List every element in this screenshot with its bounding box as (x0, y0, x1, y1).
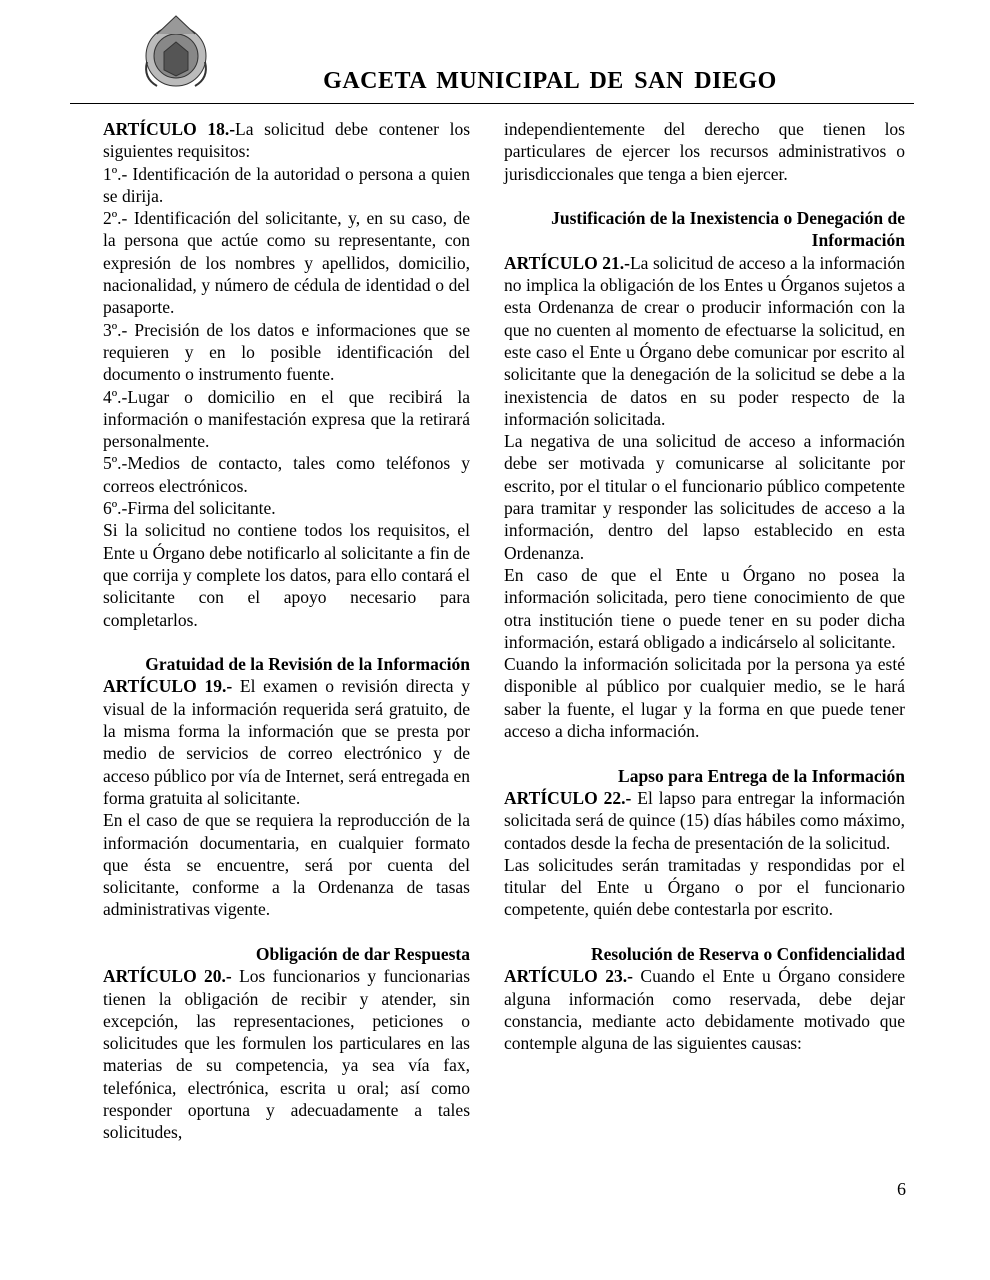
article-20-label: ARTÍCULO 20.- (103, 966, 232, 987)
article-21-paragraph-4: Cuando la información solicitada por la persona ya esté disponible al público por cualquier medio, se le hará saber la fuente, el lugar y la forma en que puede tener acceso a dicha información. (504, 654, 905, 742)
article-21-paragraph-3: En caso de que el Ente u Órgano no posea la información solicitada, pero tiene conocimiento de que otra institución tiene o puede tener en su poder dicha información, estará obligado a indicárselo al solicitante. (504, 564, 905, 652)
article-18-requirement-5: 5º.-Medios de contacto, tales como teléfonos y correos electrónicos. (103, 453, 470, 496)
article-22-heading: Lapso para Entrega de la Información (618, 765, 905, 786)
article-21-paragraph-2: La negativa de una solicitud de acceso a información debe ser motivada y comunicarse al solicitante por escrito, por el titular o el funcionario público competente para tramitar y responder las solicitudes de acceso a la información, dentro del lapso establecido en esta Ordenanza. (504, 431, 905, 563)
article-22-label: ARTÍCULO 22.- (504, 787, 632, 808)
header-divider (70, 103, 914, 104)
article-20-heading: Obligación de dar Respuesta (255, 943, 470, 964)
article-18-closing: Si la solicitud no contiene todos los requisitos, el Ente u Órgano debe notificarlo al solicitante a fin de que corrija y complete los datos, para ello contará el solicitante con el apoyo necesario para completarlos. (103, 520, 470, 630)
article-23-heading: Resolución de Reserva o Confidencialidad (590, 943, 905, 964)
article-18-requirement-1: 1º.- Identificación de la autoridad o persona a quien se dirija. (103, 163, 470, 206)
article-20-paragraph-1: ARTÍCULO 20.- Los funcionarios y funcionarias tienen la obligación de recibir y atender, sin excepción, las representaciones, peticiones o solicitudes que les formulen los particulares en las materias de su competencia, ya sea vía fax, telefónica, electrónica, escrita u oral; así como responder oportuna y adecuadamente a tales solicitudes, (103, 966, 471, 1143)
article-18-requirement-3: 3º.- Precisión de los datos e informaciones que se requieren y en lo posible identificación del documento o instrumento fuente. (103, 319, 470, 385)
left-column (103, 118, 470, 1144)
article-18-intro: ARTÍCULO 18.-La solicitud debe contener los siguientes requisitos: (103, 119, 471, 162)
article-23-label: ARTÍCULO 23.- (504, 966, 633, 987)
article-18-requirement-4: 4º.-Lugar o domicilio en el que recibirá la información o manifestación expresa que la retirará personalmente. (103, 386, 470, 452)
article-18-requirement-2: 2º.- Identificación del solicitante, y, en su caso, de la persona que actúe como su representante, con expresión de los nombres y apellidos, domicilio, nacionalidad, y número de cédula de identidad o del pasaporte. (103, 208, 470, 318)
article-23-paragraph-1: ARTÍCULO 23.- Cuando el Ente u Órgano considere alguna información como reservada, debe dejar constancia, mediante acto debidamente motivado que contemple alguna de las siguientes causas: (504, 966, 906, 1054)
article-22-paragraph-2: Las solicitudes serán tramitadas y respondidas por el titular del Ente u Órgano o por el funcionario competente, quién debe contestarla por escrito. (504, 854, 905, 920)
article-21-heading: Justificación de la Inexistencia o Denegación de Información (551, 208, 905, 251)
right-column (504, 118, 905, 1054)
article-18-label: ARTÍCULO 18.- (103, 119, 236, 139)
article-21-label: ARTÍCULO 21.- (504, 252, 630, 273)
page-number: 6 (897, 1179, 906, 1199)
article-19-label: ARTÍCULO 19.- (103, 676, 233, 697)
article-18-requirement-6: 6º.-Firma del solicitante. (103, 498, 276, 519)
article-20-continuation: independientemente del derecho que tienen los particulares de ejercer los recursos administrativos o jurisdiccionales que tenga a bien ejercer. (504, 119, 905, 184)
article-19-heading: Gratuidad de la Revisión de la Información (145, 654, 470, 675)
gazette-title: GACETA MUNICIPAL DE SAN DIEGO (323, 68, 777, 94)
article-19-paragraph-1: ARTÍCULO 19.- El examen o revisión directa y visual de la información requerida será gratuito, de la misma forma la información que se presta por medio de servicios de correo electrónico y de acceso público por vía de Internet, será entregada en forma gratuita al solicitante. (103, 676, 470, 808)
article-21-paragraph-1: ARTÍCULO 21.-La solicitud de acceso a la información no implica la obligación de los Entes u Órganos sujetos a esta Ordenanza de crear o producir información con la que no cuenten al momento de efectuarse la solicitud, en este caso el Ente u Órgano debe comunicar por escrito al solicitante que la denegación de la solicitud se debe a la inexistencia de datos en su poder respecto de la información solicitada. (504, 252, 905, 429)
municipal-seal-icon (137, 12, 215, 92)
article-19-paragraph-2: En el caso de que se requiera la reproducción de la información documentaria, en cualquier formato que ésta se encuentre, será por cuenta del solicitante, conforme a la Ordenanza de tasas administrativas vigente. (103, 810, 470, 920)
article-22-paragraph-1: ARTÍCULO 22.- El lapso para entregar la información solicitada será de quince (15) días hábiles como máximo, contados desde la fecha de presentación de la solicitud. (504, 787, 906, 853)
